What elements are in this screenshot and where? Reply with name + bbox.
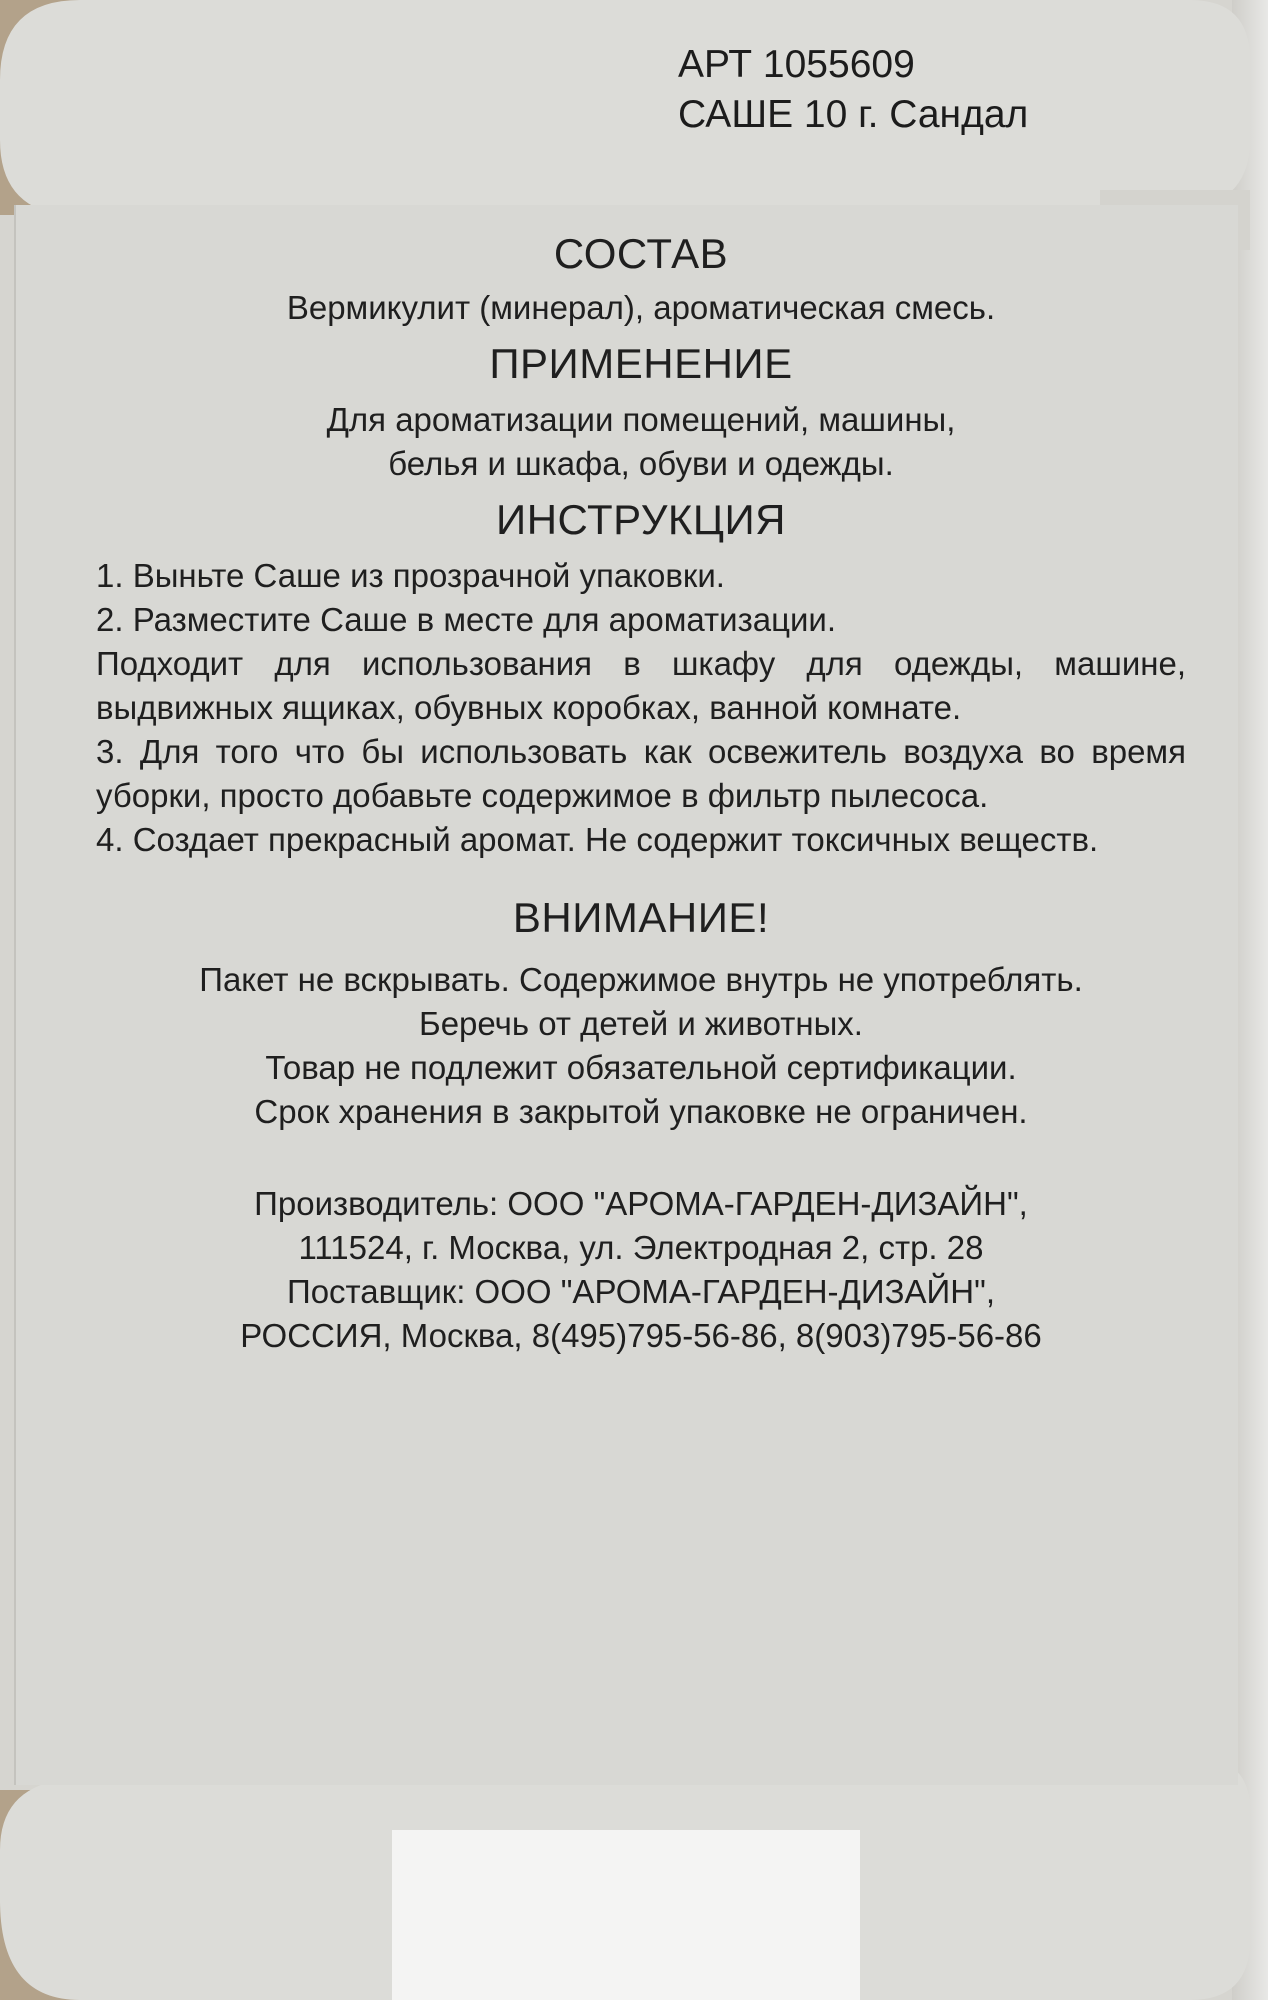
manufacturer-line: Поставщик: ООО "АРОМА-ГАРДЕН-ДИЗАЙН", (286, 1273, 995, 1310)
barcode-label-area (392, 1830, 860, 2000)
instruction-step-3: 3. Для того что бы использовать как освежитель воздуха во время уборки, просто добавьте содержимое в фильтр пылесоса. (96, 733, 1186, 814)
usage-line: Для ароматизации помещений, машины, (326, 401, 956, 438)
instruction-note: Подходит для использования в шкафу для одежды, машине, выдвижных ящиках, обувных коробках, ванной комнате. (96, 645, 1186, 726)
usage-title: ПРИМЕНЕНИЕ (489, 340, 793, 387)
article-number: АРТ 1055609 (678, 43, 915, 86)
warning-line: Срок хранения в закрытой упаковке не ограничен. (254, 1093, 1028, 1130)
manufacturer-line: 111524, г. Москва, ул. Электродная 2, стр. 28 (298, 1229, 984, 1266)
instruction-step-2: 2. Разместите Саше в месте для ароматизации. (96, 601, 837, 638)
warning-line: Беречь от детей и животных. (419, 1005, 863, 1042)
manufacturer-line: Производитель: ООО "АРОМА-ГАРДЕН-ДИЗАЙН", (254, 1185, 1028, 1222)
warning-line: Пакет не вскрывать. Содержимое внутрь не употреблять. (199, 961, 1083, 998)
instruction-step-1: 1. Выньте Саше из прозрачной упаковки. (96, 557, 725, 594)
label-content (96, 228, 1186, 1358)
product-header (678, 40, 1028, 140)
instructions-title: ИНСТРУКЦИЯ (496, 496, 786, 543)
instruction-step-4: 4. Создает прекрасный аромат. Не содержит токсичных веществ. (96, 821, 1099, 858)
warning-line: Товар не подлежит обязательной сертификации. (265, 1049, 1017, 1086)
composition-title: СОСТАВ (553, 230, 729, 277)
manufacturer-line: РОССИЯ, Москва, 8(495)795-56-86, 8(903)795-56-86 (240, 1317, 1042, 1354)
composition-text: Вермикулит (минерал), ароматическая смесь. (286, 289, 996, 326)
warning-title: ВНИМАНИЕ! (512, 894, 770, 941)
product-name: САШЕ 10 г. Сандал (678, 93, 1029, 136)
usage-line: белья и шкафа, обуви и одежды. (388, 445, 894, 482)
